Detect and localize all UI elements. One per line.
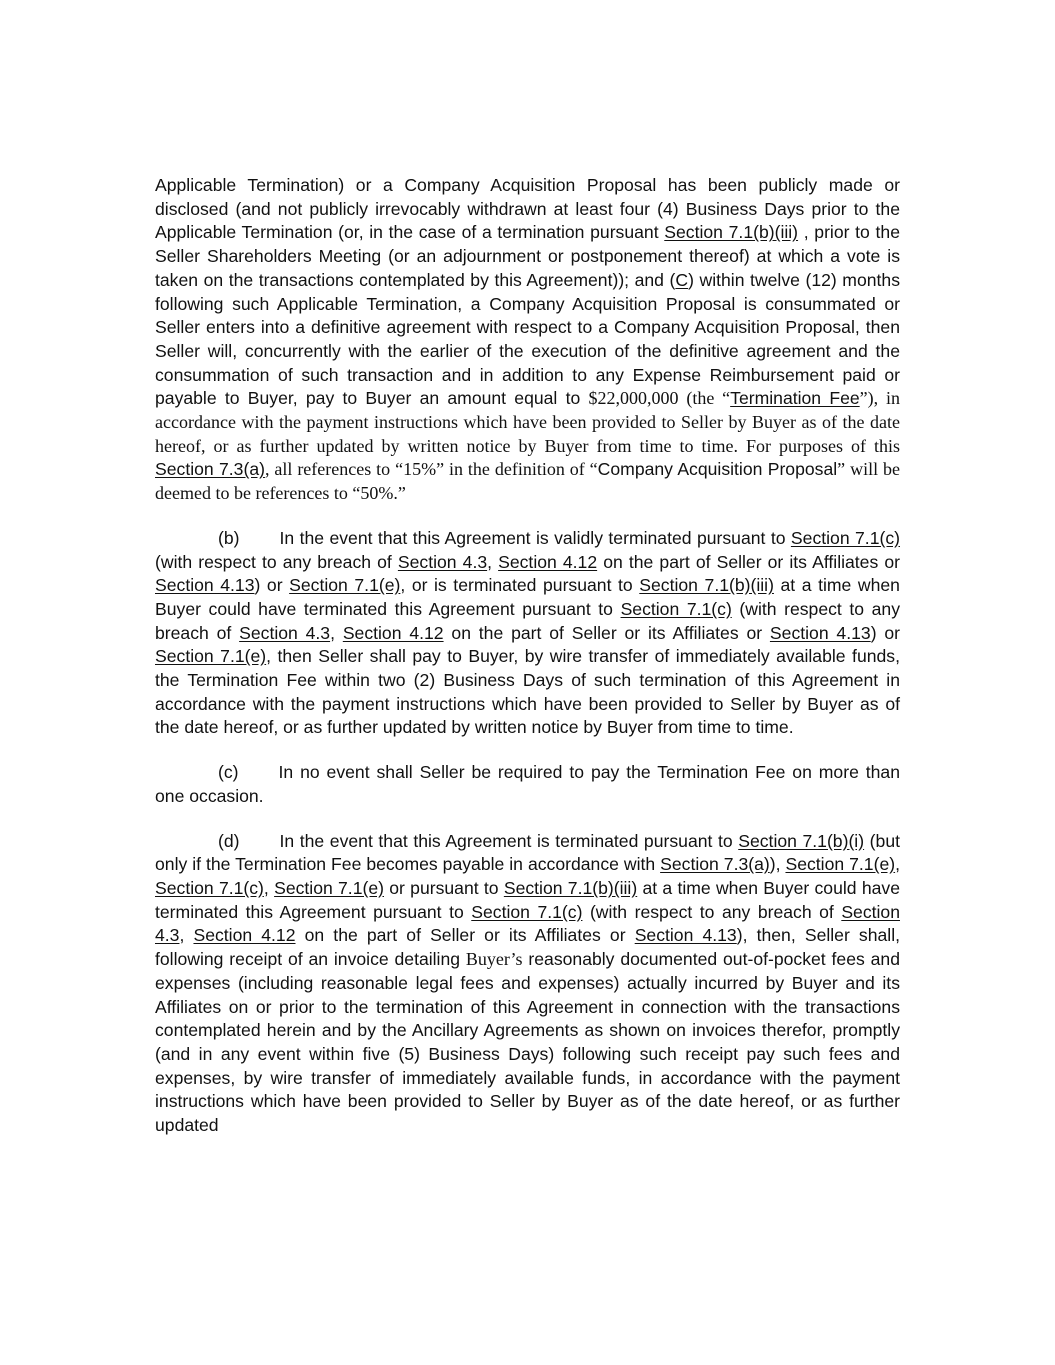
text-span: ), xyxy=(769,854,786,875)
text-span: at a time when Buyer could have terminated this Agreement pursuant to xyxy=(155,877,900,922)
text-span: , or is terminated pursuant to xyxy=(400,575,640,596)
section-reference[interactable]: Section 7.1(b)(iii) xyxy=(664,222,799,243)
section-reference[interactable]: Section 4.3 xyxy=(155,901,900,946)
amount-text: $22,000,000 (the “ xyxy=(588,388,731,409)
paragraph-label: (d) xyxy=(218,830,240,851)
text-span: on the part of Seller or its Affiliates or xyxy=(443,622,770,643)
text-span: ”), in accordance with the payment instructions which have been provided to Seller by Buyer as of the date hereof, or as further updated by written notice by Buyer from time to time. For purposes of this xyxy=(155,388,900,456)
section-reference[interactable]: Section 7.1(c) xyxy=(620,598,732,619)
text-span: , then Seller shall pay to Buyer, by wire transfer of immediately available funds, the Termination Fee within two (2) Business Days of such termination of this Agreement in accordance with the payment instructions which have been provided to Seller by Buyer as of the date hereof, or as further updated by written notice by Buyer from time to time. xyxy=(155,646,900,738)
text-span: reasonably documented out-of-pocket fees and expenses (including reasonable legal fees and expenses) actually incurred by Buyer and its Affiliates on or prior to the termination of this Agreement in connection with the transactions contemplated herein and by the Ancillary Agreements as shown on invoices therefor, promptly (and in any event within five (5) Business Days) following such receipt pay such fees and expenses, by wire transfer of immediately available funds, in accordance with the payment instructions which have been provided to Seller by Buyer as of the date hereof, or as further updated xyxy=(155,949,900,1136)
text-span: or pursuant to xyxy=(384,877,504,898)
text-span: , xyxy=(179,925,194,946)
text-span: (but only if the Termination Fee becomes payable in accordance with xyxy=(155,830,900,875)
section-reference[interactable]: Section 4.12 xyxy=(498,551,598,572)
paragraph-a-continuation xyxy=(155,174,900,506)
text-span: ) or xyxy=(870,622,901,643)
text-span: Applicable Termination) or a Company Acquisition Proposal has been publicly made or disclosed (and not publicly irrevocably withdrawn at least four (4) Business Days prior to the Applicable Termination (or, in the case of a termination pursuant xyxy=(155,175,900,243)
text-span: ” will be deemed to be references to “50%.” xyxy=(155,459,900,504)
section-reference[interactable]: Section 7.3(a) xyxy=(155,459,265,480)
text-span: (with respect to any breach of xyxy=(155,551,398,572)
clause-label: C xyxy=(675,269,689,290)
section-reference[interactable]: Section 4.12 xyxy=(342,622,444,643)
text-span: ) within twelve (12) months following such Applicable Termination, a Company Acquisition Proposal is consummated or Seller enters into a definitive agreement with respect to a Company Acquisition Proposal, then Seller will, concurrently with the earlier of the execution of the definitive agreement and the consummation of such transaction and in addition to any Expense Reimbursement paid or payable to Buyer, pay to Buyer an amount equal to xyxy=(155,269,901,409)
paragraph-label: (b) xyxy=(218,527,240,548)
section-reference[interactable]: Section 7.1(b)(iii) xyxy=(503,877,638,898)
text-span: ) or xyxy=(254,575,290,596)
section-reference[interactable]: Section 4.3 xyxy=(239,622,331,643)
text-span: on the part of Seller or its Affiliates or xyxy=(295,925,635,946)
section-reference[interactable]: Section 7.1(c) xyxy=(790,527,900,548)
text-span: , xyxy=(895,854,900,875)
section-reference[interactable]: Section 7.1(e) xyxy=(289,575,401,596)
section-reference[interactable]: Section 7.1(b)(i) xyxy=(738,830,865,851)
text-span: , xyxy=(487,551,499,572)
text-span: , all references to “15%” in the definition of “ xyxy=(264,459,598,480)
section-reference[interactable]: Section 4.3 xyxy=(397,551,488,572)
text-span: , xyxy=(263,877,275,898)
section-reference[interactable]: Section 7.3(a) xyxy=(660,854,770,875)
text-span: (with respect to any breach of xyxy=(582,901,842,922)
text-span: , xyxy=(330,622,343,643)
text-span: Buyer’s xyxy=(465,949,523,970)
section-reference[interactable]: Section 7.1(c) xyxy=(471,901,583,922)
text-span: at a time when Buyer could have terminated this Agreement pursuant to xyxy=(155,575,900,619)
section-reference[interactable]: Section 7.1(b)(iii) xyxy=(639,575,774,596)
text-span: In the event that this Agreement is terminated pursuant to xyxy=(279,830,739,851)
paragraph-d xyxy=(155,830,900,1138)
document-page xyxy=(155,174,900,1159)
defined-term: Termination Fee xyxy=(730,388,860,409)
paragraph-c xyxy=(155,761,900,808)
text-span: , prior to the Seller Shareholders Meeting (or an adjournment or postponement thereof) at which a vote is taken on the transactions contemplated by this Agreement)); and ( xyxy=(155,222,900,290)
text-span: (with respect to any breach of xyxy=(155,598,901,643)
text-span: on the part of Seller or its Affiliates or xyxy=(597,551,900,572)
section-reference[interactable]: Section 7.1(e) xyxy=(155,646,267,667)
text-span: Company Acquisition Proposal xyxy=(597,459,838,480)
text-span: In the event that this Agreement is validly terminated pursuant to xyxy=(279,527,791,548)
section-reference[interactable]: Section 7.1(e) xyxy=(274,877,384,898)
paragraph-b xyxy=(155,527,900,740)
text-span: In no event shall Seller be required to pay the Termination Fee on more than one occasion. xyxy=(155,762,900,806)
section-reference[interactable]: Section 4.13 xyxy=(769,622,871,643)
section-reference[interactable]: Section 7.1(c) xyxy=(155,877,264,898)
text-span: ), then, Seller shall, following receipt of an invoice detailing xyxy=(155,925,900,970)
section-reference[interactable]: Section 4.12 xyxy=(193,925,296,946)
section-reference[interactable]: Section 4.13 xyxy=(155,575,255,596)
section-reference[interactable]: Section 4.13 xyxy=(634,925,737,946)
paragraph-label: (c) xyxy=(218,762,239,783)
section-reference[interactable]: Section 7.1(e) xyxy=(785,854,896,875)
